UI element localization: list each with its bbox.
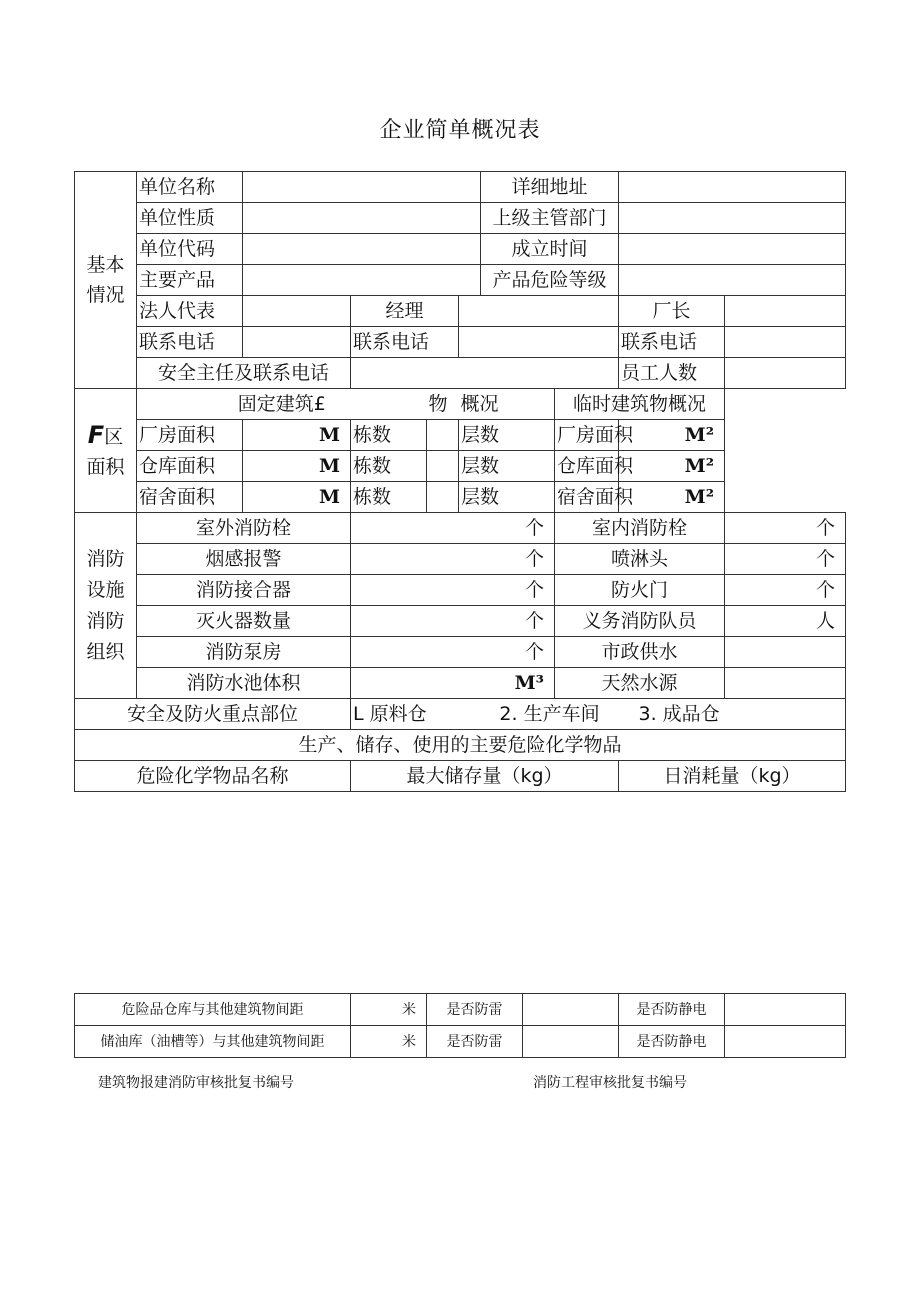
label-fire-door: 防火门 (555, 575, 725, 606)
label-key-parts: 安全及防火重点部位 (75, 699, 351, 730)
area-section-text: 区面积 (86, 425, 125, 478)
field-superior[interactable] (619, 203, 846, 234)
unit-smoke: 个 (351, 544, 555, 575)
unit-m-warehouse: M (243, 451, 351, 482)
label-oil-distance: 储油库（油槽等）与其他建筑物间距 (75, 1026, 351, 1058)
distance-table (74, 993, 846, 1058)
field-lightning-1[interactable] (523, 994, 619, 1026)
label-phone-3: 联系电话 (619, 327, 725, 358)
label-pool: 消防水池体积 (137, 668, 351, 699)
label-unit-name: 单位名称 (137, 172, 243, 203)
field-hazard-level[interactable] (619, 265, 846, 296)
unit-sprinkler: 个 (725, 544, 846, 575)
key-part-1: L 原料仓 (351, 699, 481, 730)
unit-m-dorm: M (243, 482, 351, 513)
label-hydrant-out: 室外消防栓 (137, 513, 351, 544)
label-lightning-2: 是否防雷 (427, 1026, 523, 1058)
unit-m2-dorm: M² (619, 482, 725, 513)
unit-hydrant-in: 个 (725, 513, 846, 544)
label-hazard-level: 产品危险等级 (481, 265, 619, 296)
label-static-2: 是否防静电 (619, 1026, 725, 1058)
key-part-2: 2. 生产车间 (481, 699, 619, 730)
field-buildings-2[interactable] (427, 451, 459, 482)
label-lightning-1: 是否防雷 (427, 994, 523, 1026)
label-temp-dorm: 宿舍面积 (555, 482, 619, 513)
label-phone-2: 联系电话 (351, 327, 459, 358)
page-title: 企业简单概况表 (379, 118, 541, 143)
label-workshop: 厂房面积 (137, 420, 243, 451)
field-unit-code[interactable] (243, 234, 481, 265)
label-floors-2: 层数 (459, 451, 555, 482)
label-hydrant-in: 室内消防栓 (555, 513, 725, 544)
label-buildings-1: 栋数 (351, 420, 427, 451)
label-volunteer: 义务消防队员 (555, 606, 725, 637)
label-warehouse: 仓库面积 (137, 451, 243, 482)
field-static-1[interactable] (725, 994, 846, 1026)
label-fixed-a: 固定建筑£ (137, 389, 427, 420)
field-municipal[interactable] (725, 637, 846, 668)
label-dorm: 宿舍面积 (137, 482, 243, 513)
field-unit-nature[interactable] (243, 203, 481, 234)
unit-hydrant-out: 个 (351, 513, 555, 544)
label-safety-director: 安全主任及联系电话 (137, 358, 351, 389)
unit-connector: 个 (351, 575, 555, 606)
label-fixed-b: 物 (427, 389, 459, 420)
unit-pool: M³ (351, 668, 555, 699)
section-fire: 消防设施消防组织 (75, 513, 137, 699)
field-static-2[interactable] (725, 1026, 846, 1058)
area-f-glyph: F (87, 420, 105, 449)
label-temp-warehouse: 仓库面积 (555, 451, 619, 482)
unit-meter-2: 米 (351, 1026, 427, 1058)
field-address[interactable] (619, 172, 846, 203)
unit-m-workshop: M (243, 420, 351, 451)
field-lightning-2[interactable] (523, 1026, 619, 1058)
chem-col-daily: 日消耗量（kg） (619, 761, 846, 792)
field-manager[interactable] (459, 296, 619, 327)
field-phone-3[interactable] (725, 327, 846, 358)
label-buildings-2: 栋数 (351, 451, 427, 482)
note-building-approval: 建筑物报建消防审核批复书编号 (98, 1075, 294, 1091)
overview-table (74, 171, 846, 792)
key-part-3: 3. 成品仓 (619, 699, 846, 730)
field-phone-1[interactable] (243, 327, 351, 358)
field-buildings-1[interactable] (427, 420, 459, 451)
label-superior: 上级主管部门 (481, 203, 619, 234)
chem-col-name: 危险化学物品名称 (75, 761, 351, 792)
unit-fire-door: 个 (725, 575, 846, 606)
label-smoke: 烟感报警 (137, 544, 351, 575)
label-manager: 经理 (351, 296, 459, 327)
note-fire-approval: 消防工程审核批复书编号 (533, 1075, 687, 1091)
label-connector: 消防接合器 (137, 575, 351, 606)
field-legal-rep[interactable] (243, 296, 351, 327)
label-sprinkler: 喷淋头 (555, 544, 725, 575)
chem-header: 生产、储存、使用的主要危险化学物品 (75, 730, 846, 761)
field-buildings-3[interactable] (427, 482, 459, 513)
label-employees: 员工人数 (619, 358, 725, 389)
section-basic: 基本情况 (75, 172, 137, 389)
label-founded: 成立时间 (481, 234, 619, 265)
label-main-product: 主要产品 (137, 265, 243, 296)
label-phone-1: 联系电话 (137, 327, 243, 358)
label-floors-1: 层数 (459, 420, 555, 451)
label-unit-code: 单位代码 (137, 234, 243, 265)
field-natural[interactable] (725, 668, 846, 699)
label-natural: 天然水源 (555, 668, 725, 699)
unit-volunteer: 人 (725, 606, 846, 637)
label-warehouse-distance: 危险品仓库与其他建筑物间距 (75, 994, 351, 1026)
field-phone-2[interactable] (459, 327, 619, 358)
unit-meter-1: 米 (351, 994, 427, 1026)
label-unit-nature: 单位性质 (137, 203, 243, 234)
label-floors-3: 层数 (459, 482, 555, 513)
field-founded[interactable] (619, 234, 846, 265)
field-unit-name[interactable] (243, 172, 481, 203)
label-factory-head: 厂长 (619, 296, 725, 327)
field-employees[interactable] (725, 358, 846, 389)
label-municipal: 市政供水 (555, 637, 725, 668)
field-main-product[interactable] (243, 265, 481, 296)
section-area (75, 389, 137, 513)
field-factory-head[interactable] (725, 296, 846, 327)
label-legal-rep: 法人代表 (137, 296, 243, 327)
label-buildings-3: 栋数 (351, 482, 427, 513)
label-temp: 临时建筑物概况 (555, 389, 725, 420)
unit-m2-workshop: M² (619, 420, 725, 451)
label-static-1: 是否防静电 (619, 994, 725, 1026)
chem-col-max: 最大储存量（kg） (351, 761, 619, 792)
unit-m2-warehouse: M² (619, 451, 725, 482)
label-temp-workshop: 厂房面积 (555, 420, 619, 451)
unit-extinguisher: 个 (351, 606, 555, 637)
label-fixed-c: 概况 (459, 389, 555, 420)
unit-pump: 个 (351, 637, 555, 668)
label-address: 详细地址 (481, 172, 619, 203)
label-extinguisher: 灭火器数量 (137, 606, 351, 637)
field-safety-director[interactable] (351, 358, 619, 389)
label-pump: 消防泵房 (137, 637, 351, 668)
